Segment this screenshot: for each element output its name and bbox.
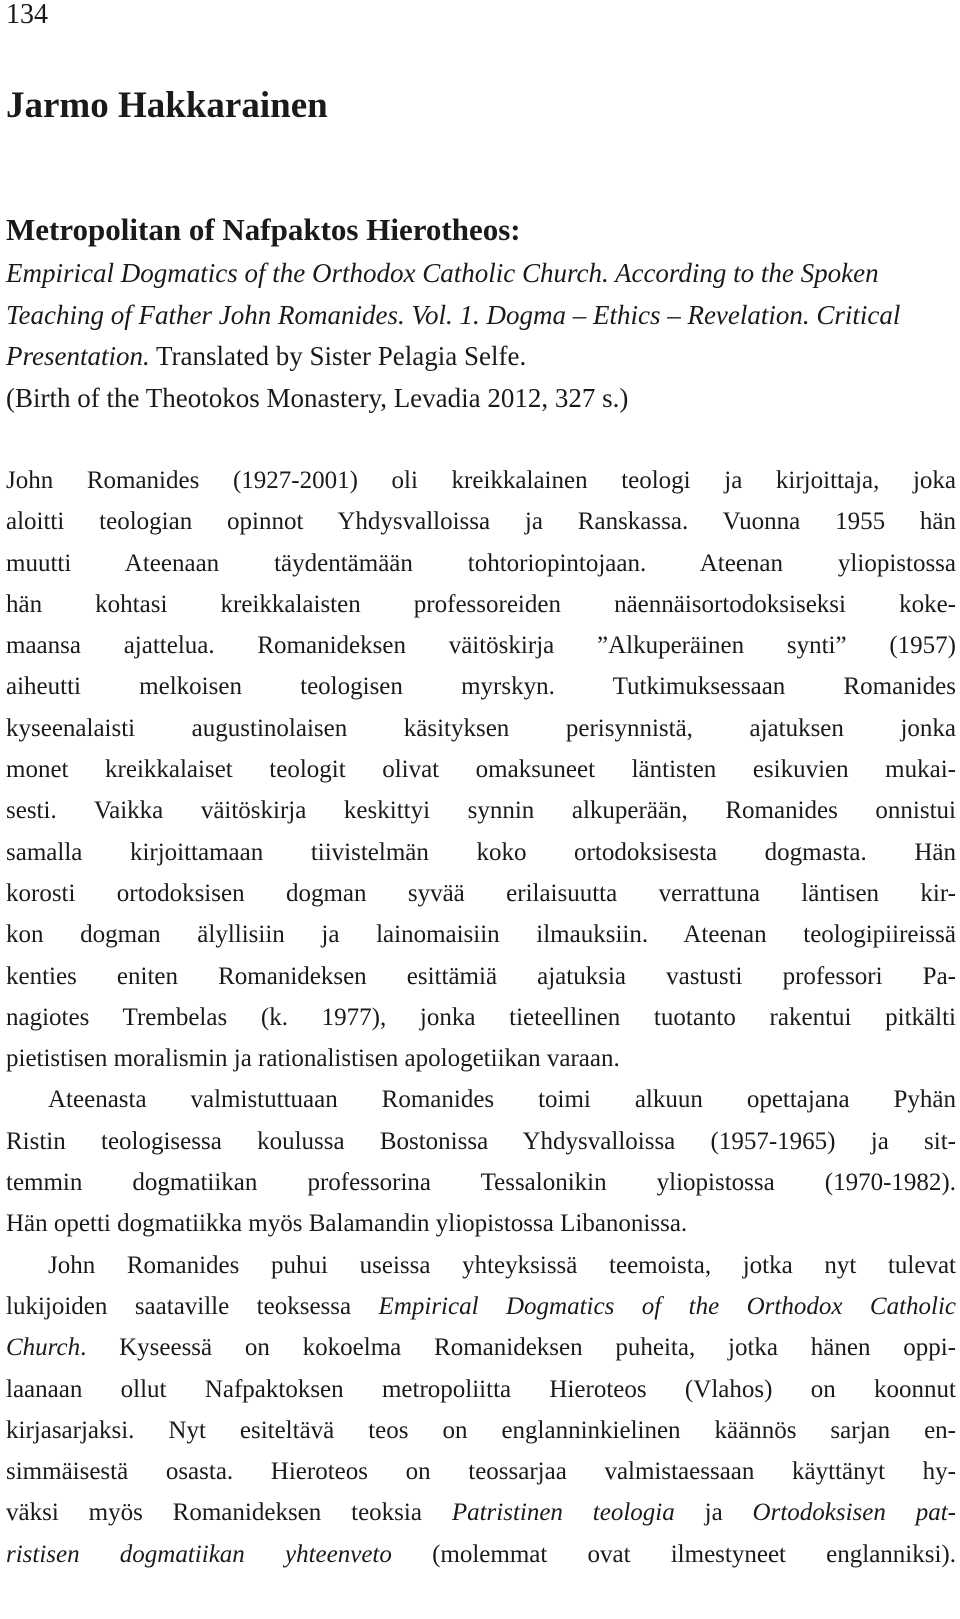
book-reference bbox=[6, 253, 956, 419]
body-line bbox=[6, 1327, 956, 1368]
text-run: kon dogman älyllisiin ja lainomaisiin ilmauksiin. Ateenan teologipiireissä bbox=[6, 921, 956, 949]
text-run: . Kyseessä on kokoelma Romanideksen puheita, jotka hänen oppi- bbox=[80, 1334, 956, 1362]
body-line bbox=[6, 543, 956, 584]
body-line bbox=[6, 1245, 956, 1286]
text-run: lukijoiden saataville teoksessa bbox=[6, 1292, 379, 1320]
reference-line bbox=[6, 378, 956, 420]
text-run: nagiotes Trembelas (k. 1977), jonka tieteellinen tuotanto rakentui pitkälti bbox=[6, 1003, 956, 1031]
reference-line bbox=[6, 253, 956, 295]
text-run: muutti Ateenaan täydentämään tohtoriopintojaan. Ateenan yliopistossa bbox=[6, 549, 956, 577]
body-line bbox=[6, 832, 956, 873]
reference-line bbox=[6, 295, 956, 337]
body-line bbox=[6, 1038, 956, 1079]
text-run: kirjasarjaksi. Nyt esiteltävä teos on englanninkielinen käännös sarjan en- bbox=[6, 1416, 956, 1444]
body-line bbox=[6, 666, 956, 707]
body-line bbox=[6, 501, 956, 542]
italic-text: Church bbox=[6, 1334, 81, 1362]
text-run: (Birth of the Theotokos Monastery, Levadia 2012, 327 s.) bbox=[6, 382, 629, 413]
text-run: (molemmat ovat ilmestyneet englanniksi). bbox=[391, 1540, 957, 1568]
text-run: laanaan ollut Nafpaktoksen metropoliitta Hieroteos (Vlahos) on koonnut bbox=[6, 1375, 956, 1403]
text-run: korosti ortodoksisen dogman syvää erilaisuutta verrattuna läntisen kir- bbox=[6, 879, 956, 907]
italic-text: Empirical Dogmatics of the Orthodox Catholic Church. According to the Spoken bbox=[6, 258, 879, 288]
italic-text: Patristinen teologia bbox=[451, 1499, 675, 1527]
text-run: ja bbox=[674, 1499, 753, 1527]
text-run: samalla kirjoittamaan tiivistelmän koko ortodoksisesta dogmasta. Hän bbox=[6, 838, 956, 866]
body-line bbox=[6, 1203, 956, 1244]
body-line bbox=[6, 1079, 956, 1120]
text-run: Ateenasta valmistuttuaan Romanides toimi alkuun opettajana Pyhän bbox=[48, 1086, 956, 1114]
italic-text: Empirical Dogmatics of the Orthodox Catholic bbox=[378, 1292, 957, 1320]
body-line bbox=[6, 749, 956, 790]
reference-line bbox=[6, 336, 956, 378]
body-line bbox=[6, 1451, 956, 1492]
text-run: Translated by Sister Pelagia Selfe. bbox=[149, 341, 527, 371]
text-run: aiheutti melkoisen teologisen myrskyn. Tutkimuksessaan Romanides bbox=[6, 673, 956, 701]
text-run: sesti. Vaikka väitöskirja keskittyi synnin alkuperään, Romanides onnistui bbox=[6, 797, 956, 825]
text-run: hän kohtasi kreikkalaisten professoreiden näennäisortodoksiseksi koke- bbox=[6, 590, 956, 618]
body-line bbox=[6, 1492, 956, 1533]
text-run: simmäisestä osasta. Hieroteos on teossarjaa valmistaessaan käyttänyt hy- bbox=[6, 1458, 956, 1486]
italic-text: Teaching of Father John Romanides. Vol. 1. Dogma – Ethics – Revelation. Critical bbox=[6, 299, 901, 330]
body-line bbox=[6, 584, 956, 625]
body-line bbox=[6, 460, 956, 501]
text-run: Hän opetti dogmatiikka myös Balamandin yliopistossa Libanonissa. bbox=[6, 1210, 688, 1238]
text-run: kyseenalaisti augustinolaisen käsityksen perisynnistä, ajatuksen jonka bbox=[6, 714, 956, 742]
text-run: aloitti teologian opinnot Yhdysvalloissa ja Ranskassa. Vuonna 1955 hän bbox=[6, 508, 956, 536]
body-line bbox=[6, 625, 956, 666]
body-line bbox=[6, 1534, 956, 1575]
body-line bbox=[6, 956, 956, 997]
body-line bbox=[6, 997, 956, 1038]
italic-text: ristisen dogmatiikan yhteenveto bbox=[6, 1540, 392, 1568]
body-line bbox=[6, 1121, 956, 1162]
body-text bbox=[6, 460, 956, 1575]
body-line bbox=[6, 873, 956, 914]
text-run: kenties eniten Romanideksen esittämiä ajatuksia vastusti professori Pa- bbox=[6, 962, 956, 990]
review-title: Metropolitan of Nafpaktos Hierotheos: bbox=[6, 212, 521, 247]
page-number: 134 bbox=[6, 0, 48, 30]
text-run: temmin dogmatiikan professorina Tessalonikin yliopistossa (1970-1982). bbox=[6, 1169, 956, 1197]
author-name: Jarmo Hakkarainen bbox=[6, 85, 328, 126]
body-line bbox=[6, 790, 956, 831]
body-line bbox=[6, 1369, 956, 1410]
body-line bbox=[6, 708, 956, 749]
text-run: monet kreikkalaiset teologit olivat omaksuneet läntisten esikuvien mukai- bbox=[6, 756, 956, 784]
body-line bbox=[6, 914, 956, 955]
body-line bbox=[6, 1410, 956, 1451]
italic-text: Presentation. bbox=[6, 341, 150, 371]
text-run: John Romanides (1927-2001) oli kreikkalainen teologi ja kirjoittaja, joka bbox=[6, 467, 956, 494]
body-line bbox=[6, 1162, 956, 1203]
text-run: John Romanides puhui useissa yhteyksissä teemoista, jotka nyt tulevat bbox=[48, 1251, 956, 1279]
text-run: maansa ajattelua. Romanideksen väitöskirja ”Alkuperäinen synti” (1957) bbox=[6, 632, 956, 660]
text-run: pietistisen moralismin ja rationalistisen apologetiikan varaan. bbox=[6, 1045, 620, 1073]
italic-text: Ortodoksisen pat- bbox=[752, 1499, 956, 1527]
text-run: väksi myös Romanideksen teoksia bbox=[6, 1499, 452, 1527]
body-line bbox=[6, 1286, 956, 1327]
review-header bbox=[6, 207, 956, 419]
text-run: Ristin teologisessa koulussa Bostonissa Yhdysvalloissa (1957-1965) ja sit- bbox=[6, 1127, 956, 1155]
